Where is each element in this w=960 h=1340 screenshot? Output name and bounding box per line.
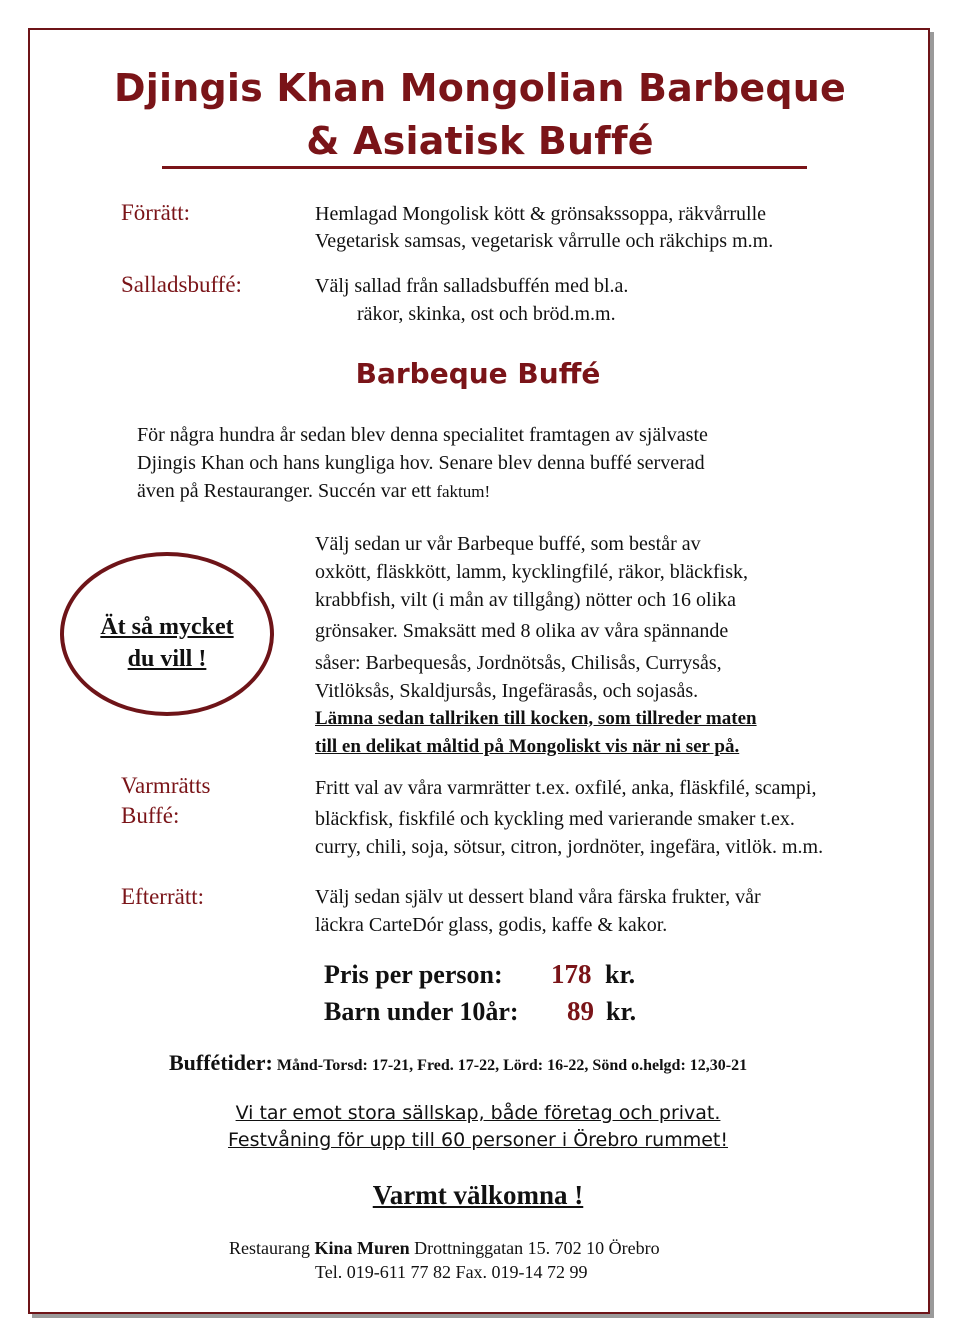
varmratt-line2: bläckfisk, fiskfilé och kyckling med varierande smaker t.ex. — [315, 808, 795, 830]
barbeque-intro-line3 — [137, 477, 490, 506]
page-title-line1: Djingis Khan Mongolian Barbeque — [114, 66, 846, 110]
barbeque-emphasis-line1: Lämna sedan tallriken till kocken, som tillreder maten — [315, 708, 757, 729]
barbeque-intro-line3-text: även på Restauranger. Succén var ett — [137, 480, 432, 502]
varmratt-label-line1: Varmrätts — [121, 773, 211, 798]
barbeque-desc-line4: grönsaker. Smaksätt med 8 olika av våra spännande — [315, 620, 729, 642]
buffet-hours-text: Månd-Torsd: 17-21, Fred. 17-22, Lörd: 16-22, Sönd o.helgd: 12,30-21 — [276, 1057, 748, 1074]
welcome-text: Varmt välkomna ! — [372, 1180, 584, 1210]
barbeque-desc-line1: Välj sedan ur vår Barbeque buffé, som består av — [315, 533, 701, 555]
page-title-line2: & Asiatisk Buffé — [306, 119, 654, 163]
adult-price-value: 178 — [551, 959, 592, 989]
oval-text-line1: Ät så mycket — [100, 614, 234, 640]
adult-price-label: Pris per person: — [324, 960, 503, 989]
groups-line1: Vi tar emot stora sällskap, både företag och privat. — [235, 1102, 721, 1124]
buffet-hours — [169, 1050, 747, 1076]
forratt-line1: Hemlagad Mongolisk kött & grönsakssoppa, räkvårrulle — [315, 203, 767, 225]
child-price-currency: kr. — [606, 997, 637, 1026]
barbeque-intro-line2: Djingis Khan och hans kungliga hov. Senare blev denna buffé serverad — [137, 452, 705, 474]
efterratt-line1: Välj sedan själv ut dessert bland våra färska frukter, vår — [315, 886, 761, 908]
adult-price-currency: kr. — [605, 960, 636, 989]
efterratt-line2: läckra CarteDór glass, godis, kaffe & kakor. — [315, 914, 668, 936]
barbeque-desc-line2: oxkött, fläskkött, lamm, kycklingfilé, räkor, bläckfisk, — [315, 561, 748, 583]
varmratt-line3: curry, chili, soja, sötsur, citron, jordnöter, ingefära, vitlök. m.m. — [315, 836, 824, 858]
footer-contact: Tel. 019-611 77 82 Fax. 019-14 72 99 — [315, 1262, 588, 1282]
barbeque-intro-faktum: faktum! — [436, 482, 491, 501]
varmratt-line1: Fritt val av våra varmrätter t.ex. oxfilé, anka, fläskfilé, scampi, — [315, 777, 817, 799]
footer-address: Drottninggatan 15. 702 10 Örebro — [414, 1238, 660, 1258]
child-price-label: Barn under 10år: — [324, 997, 519, 1026]
footer-prefix: Restaurang — [229, 1238, 310, 1258]
groups-line2: Festvåning för upp till 60 personer i Örebro rummet! — [228, 1129, 728, 1151]
buffet-hours-label: Buffétider: — [169, 1050, 273, 1075]
barbeque-emphasis-line2: till en delikat måltid på Mongoliskt vis när ni ser på. — [315, 736, 740, 757]
barbeque-intro-line1: För några hundra år sedan blev denna specialitet framtagen av självaste — [137, 424, 708, 446]
oval-text-line2: du vill ! — [127, 646, 207, 672]
barbeque-desc-line6: Vitlöksås, Skaldjursås, Ingefärasås, och sojasås. — [315, 680, 699, 702]
restaurant-name: Kina Muren — [314, 1238, 410, 1258]
barbeque-heading: Barbeque Buffé — [355, 357, 601, 390]
barbeque-desc-line5: såser: Barbequesås, Jordnötsås, Chilisås, Currysås, — [315, 652, 722, 674]
footer-address-line — [229, 1238, 660, 1259]
salladsbuffe-line1: Välj sallad från salladsbuffén med bl.a. — [315, 275, 629, 297]
forratt-label: Förrätt: — [121, 200, 190, 225]
forratt-line2: Vegetarisk samsas, vegetarisk vårrulle och räkchips m.m. — [315, 230, 774, 252]
efterratt-label: Efterrätt: — [121, 884, 205, 909]
salladsbuffe-label: Salladsbuffé: — [121, 272, 242, 297]
title-underline — [162, 166, 807, 169]
barbeque-desc-line3: krabbfish, vilt (i mån av tillgång) nötter och 16 olika — [315, 589, 737, 611]
child-price-value: 89 — [567, 996, 594, 1026]
varmratt-label-line2: Buffé: — [121, 803, 180, 828]
salladsbuffe-line2: räkor, skinka, ost och bröd.m.m. — [357, 303, 616, 325]
